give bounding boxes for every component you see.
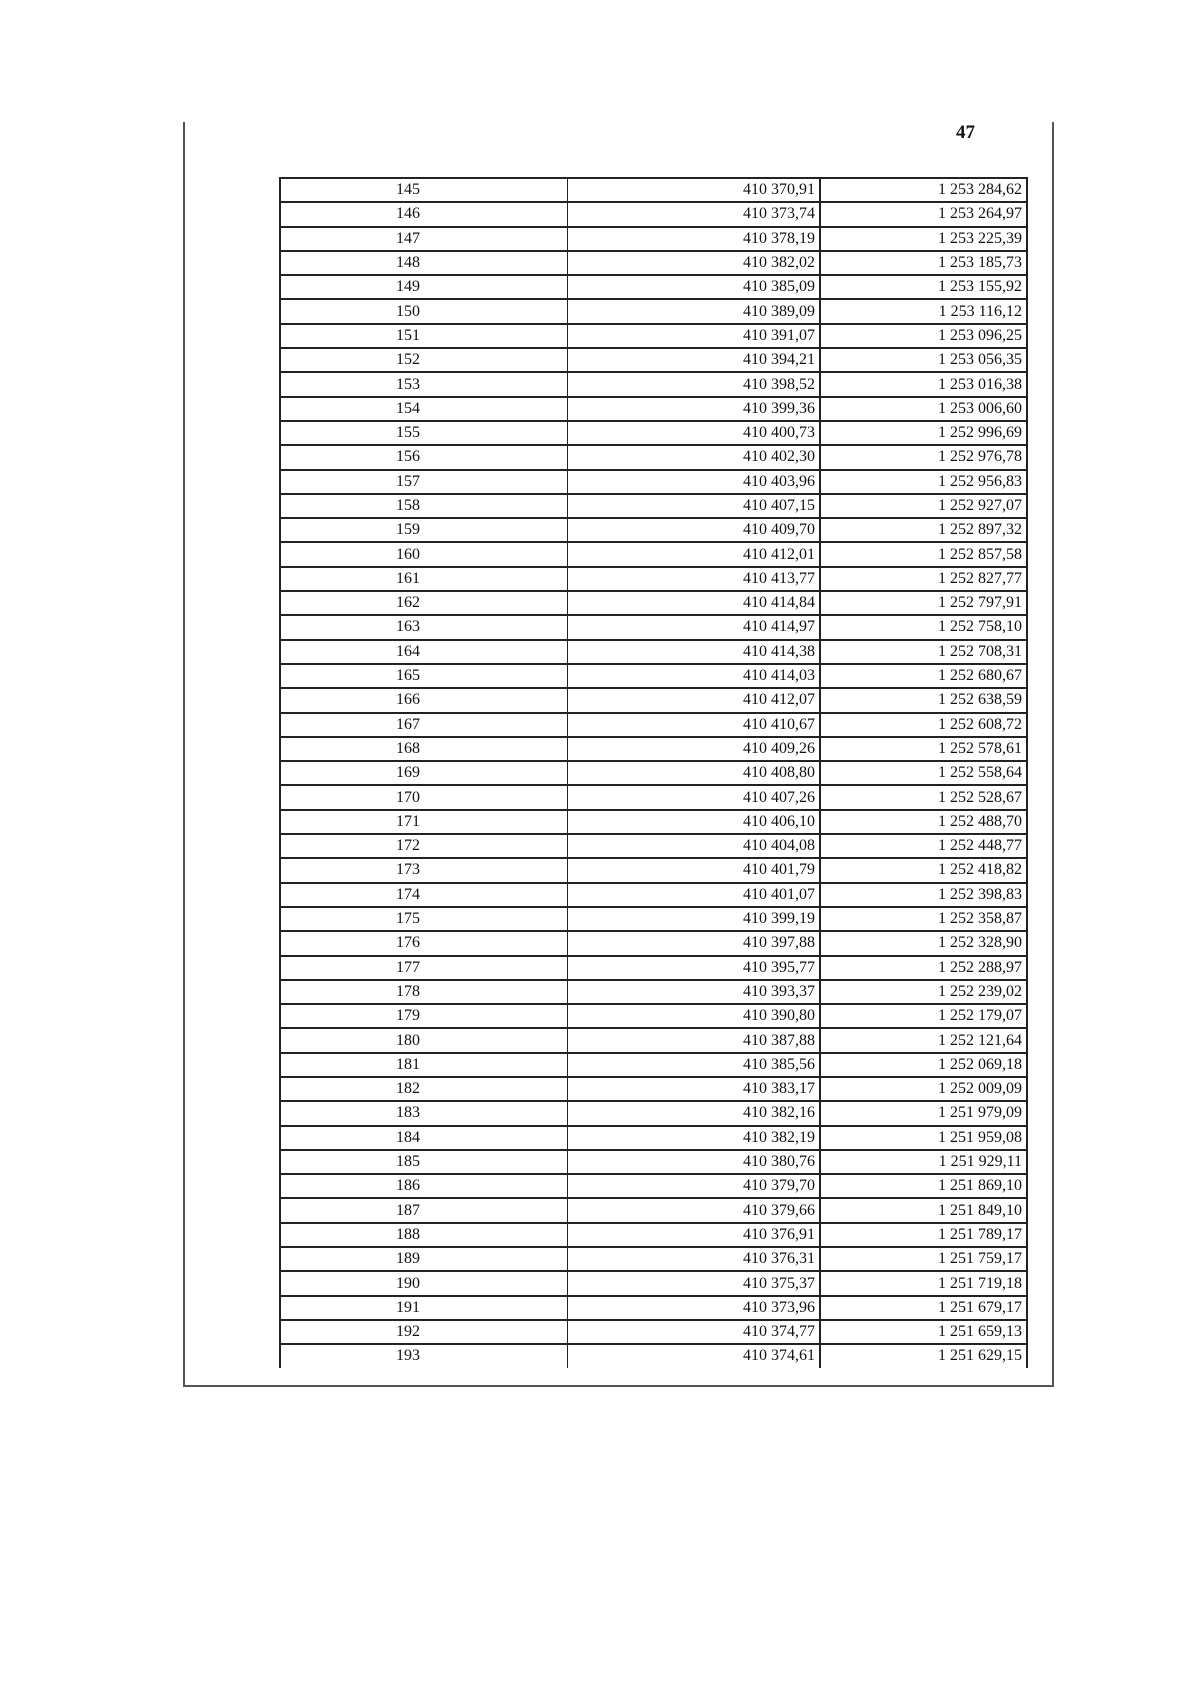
x-coordinate-cell: 410 373,74 [568,202,821,226]
y-coordinate-cell: 1 252 328,90 [820,931,1027,955]
table-row [280,421,1027,445]
table-row [280,299,1027,323]
point-number-cell: 188 [280,1223,568,1247]
point-number-cell: 190 [280,1271,568,1295]
y-coordinate-cell: 1 252 488,70 [820,810,1027,834]
y-coordinate-cell: 1 253 155,92 [820,275,1027,299]
x-coordinate-cell: 410 376,91 [568,1223,821,1247]
table-row [280,178,1027,202]
y-coordinate-cell: 1 253 284,62 [820,178,1027,202]
point-number-cell: 150 [280,299,568,323]
table-row [280,1126,1027,1150]
x-coordinate-cell: 410 382,19 [568,1126,821,1150]
table-row [280,445,1027,469]
table-row [280,372,1027,396]
y-coordinate-cell: 1 252 358,87 [820,907,1027,931]
x-coordinate-cell: 410 379,66 [568,1198,821,1222]
y-coordinate-cell: 1 251 679,17 [820,1296,1027,1320]
point-number-cell: 181 [280,1053,568,1077]
x-coordinate-cell: 410 374,77 [568,1320,821,1344]
table-row [280,1247,1027,1271]
y-coordinate-cell: 1 252 288,97 [820,956,1027,980]
x-coordinate-cell: 410 380,76 [568,1150,821,1174]
table-row [280,883,1027,907]
table-row [280,615,1027,639]
y-coordinate-cell: 1 251 789,17 [820,1223,1027,1247]
y-coordinate-cell: 1 251 759,17 [820,1247,1027,1271]
table-row [280,1101,1027,1125]
y-coordinate-cell: 1 251 849,10 [820,1198,1027,1222]
point-number-cell: 148 [280,251,568,275]
y-coordinate-cell: 1 252 578,61 [820,737,1027,761]
table-row [280,858,1027,882]
point-number-cell: 175 [280,907,568,931]
table-row [280,1344,1027,1367]
y-coordinate-cell: 1 253 185,73 [820,251,1027,275]
point-number-cell: 149 [280,275,568,299]
table-row [280,591,1027,615]
y-coordinate-cell: 1 252 069,18 [820,1053,1027,1077]
y-coordinate-cell: 1 252 608,72 [820,713,1027,737]
y-coordinate-cell: 1 252 448,77 [820,834,1027,858]
table-row [280,834,1027,858]
point-number-cell: 167 [280,713,568,737]
table-row [280,518,1027,542]
point-number-cell: 145 [280,178,568,202]
point-number-cell: 153 [280,372,568,396]
x-coordinate-cell: 410 402,30 [568,445,821,469]
table-row [280,1004,1027,1028]
point-number-cell: 157 [280,470,568,494]
point-number-cell: 193 [280,1344,568,1367]
x-coordinate-cell: 410 397,88 [568,931,821,955]
x-coordinate-cell: 410 370,91 [568,178,821,202]
table-row [280,980,1027,1004]
point-number-cell: 152 [280,348,568,372]
table-row [280,567,1027,591]
point-number-cell: 147 [280,227,568,251]
x-coordinate-cell: 410 414,03 [568,664,821,688]
point-number-cell: 161 [280,567,568,591]
x-coordinate-cell: 410 379,70 [568,1174,821,1198]
table-row [280,397,1027,421]
y-coordinate-cell: 1 253 264,97 [820,202,1027,226]
point-number-cell: 191 [280,1296,568,1320]
coordinates-table-body [280,178,1027,1368]
x-coordinate-cell: 410 409,70 [568,518,821,542]
x-coordinate-cell: 410 383,17 [568,1077,821,1101]
x-coordinate-cell: 410 382,02 [568,251,821,275]
x-coordinate-cell: 410 404,08 [568,834,821,858]
point-number-cell: 154 [280,397,568,421]
point-number-cell: 184 [280,1126,568,1150]
table-row [280,1028,1027,1052]
y-coordinate-cell: 1 251 659,13 [820,1320,1027,1344]
point-number-cell: 165 [280,664,568,688]
x-coordinate-cell: 410 401,07 [568,883,821,907]
y-coordinate-cell: 1 252 827,77 [820,567,1027,591]
table-row [280,1174,1027,1198]
table-row [280,275,1027,299]
x-coordinate-cell: 410 374,61 [568,1344,821,1367]
x-coordinate-cell: 410 412,01 [568,542,821,566]
y-coordinate-cell: 1 251 929,11 [820,1150,1027,1174]
table-row [280,907,1027,931]
x-coordinate-cell: 410 389,09 [568,299,821,323]
point-number-cell: 151 [280,324,568,348]
y-coordinate-cell: 1 252 558,64 [820,761,1027,785]
table-row [280,1077,1027,1101]
point-number-cell: 159 [280,518,568,542]
y-coordinate-cell: 1 252 418,82 [820,858,1027,882]
y-coordinate-cell: 1 252 857,58 [820,542,1027,566]
x-coordinate-cell: 410 394,21 [568,348,821,372]
table-row [280,542,1027,566]
y-coordinate-cell: 1 251 629,15 [820,1344,1027,1367]
x-coordinate-cell: 410 400,73 [568,421,821,445]
table-row [280,1053,1027,1077]
table-row [280,956,1027,980]
x-coordinate-cell: 410 414,84 [568,591,821,615]
x-coordinate-cell: 410 409,26 [568,737,821,761]
x-coordinate-cell: 410 385,56 [568,1053,821,1077]
point-number-cell: 158 [280,494,568,518]
y-coordinate-cell: 1 252 680,67 [820,664,1027,688]
x-coordinate-cell: 410 395,77 [568,956,821,980]
x-coordinate-cell: 410 376,31 [568,1247,821,1271]
table-row [280,810,1027,834]
x-coordinate-cell: 410 399,19 [568,907,821,931]
y-coordinate-cell: 1 251 979,09 [820,1101,1027,1125]
point-number-cell: 170 [280,785,568,809]
point-number-cell: 162 [280,591,568,615]
table-row [280,251,1027,275]
y-coordinate-cell: 1 252 009,09 [820,1077,1027,1101]
y-coordinate-cell: 1 253 006,60 [820,397,1027,421]
x-coordinate-cell: 410 398,52 [568,372,821,396]
point-number-cell: 155 [280,421,568,445]
table-row [280,640,1027,664]
point-number-cell: 163 [280,615,568,639]
x-coordinate-cell: 410 410,67 [568,713,821,737]
point-number-cell: 164 [280,640,568,664]
x-coordinate-cell: 410 399,36 [568,397,821,421]
x-coordinate-cell: 410 408,80 [568,761,821,785]
table-row [280,1271,1027,1295]
x-coordinate-cell: 410 390,80 [568,1004,821,1028]
point-number-cell: 174 [280,883,568,907]
table-row [280,470,1027,494]
y-coordinate-cell: 1 252 956,83 [820,470,1027,494]
point-number-cell: 183 [280,1101,568,1125]
x-coordinate-cell: 410 382,16 [568,1101,821,1125]
point-number-cell: 171 [280,810,568,834]
table-row [280,664,1027,688]
x-coordinate-cell: 410 391,07 [568,324,821,348]
table-row [280,1320,1027,1344]
y-coordinate-cell: 1 251 959,08 [820,1126,1027,1150]
x-coordinate-cell: 410 414,97 [568,615,821,639]
y-coordinate-cell: 1 252 797,91 [820,591,1027,615]
y-coordinate-cell: 1 252 179,07 [820,1004,1027,1028]
table-row [280,785,1027,809]
y-coordinate-cell: 1 253 096,25 [820,324,1027,348]
point-number-cell: 178 [280,980,568,1004]
table-row [280,1198,1027,1222]
point-number-cell: 173 [280,858,568,882]
y-coordinate-cell: 1 252 239,02 [820,980,1027,1004]
point-number-cell: 179 [280,1004,568,1028]
point-number-cell: 176 [280,931,568,955]
table-row [280,324,1027,348]
y-coordinate-cell: 1 252 398,83 [820,883,1027,907]
x-coordinate-cell: 410 401,79 [568,858,821,882]
point-number-cell: 189 [280,1247,568,1271]
y-coordinate-cell: 1 252 996,69 [820,421,1027,445]
y-coordinate-cell: 1 252 897,32 [820,518,1027,542]
x-coordinate-cell: 410 393,37 [568,980,821,1004]
table-row [280,931,1027,955]
x-coordinate-cell: 410 385,09 [568,275,821,299]
x-coordinate-cell: 410 407,26 [568,785,821,809]
table-row [280,227,1027,251]
table-row [280,202,1027,226]
x-coordinate-cell: 410 414,38 [568,640,821,664]
table-row [280,1296,1027,1320]
point-number-cell: 166 [280,688,568,712]
x-coordinate-cell: 410 387,88 [568,1028,821,1052]
y-coordinate-cell: 1 253 116,12 [820,299,1027,323]
point-number-cell: 169 [280,761,568,785]
point-number-cell: 180 [280,1028,568,1052]
y-coordinate-cell: 1 252 528,67 [820,785,1027,809]
point-number-cell: 156 [280,445,568,469]
y-coordinate-cell: 1 252 758,10 [820,615,1027,639]
y-coordinate-cell: 1 251 869,10 [820,1174,1027,1198]
x-coordinate-cell: 410 403,96 [568,470,821,494]
x-coordinate-cell: 410 413,77 [568,567,821,591]
table-row [280,494,1027,518]
table-row [280,688,1027,712]
table-row [280,737,1027,761]
table-row [280,713,1027,737]
x-coordinate-cell: 410 373,96 [568,1296,821,1320]
table-row [280,1223,1027,1247]
point-number-cell: 185 [280,1150,568,1174]
point-number-cell: 187 [280,1198,568,1222]
point-number-cell: 182 [280,1077,568,1101]
y-coordinate-cell: 1 252 708,31 [820,640,1027,664]
x-coordinate-cell: 410 406,10 [568,810,821,834]
point-number-cell: 192 [280,1320,568,1344]
page-number: 47 [956,122,975,143]
y-coordinate-cell: 1 253 016,38 [820,372,1027,396]
point-number-cell: 186 [280,1174,568,1198]
x-coordinate-cell: 410 412,07 [568,688,821,712]
table-row [280,348,1027,372]
point-number-cell: 160 [280,542,568,566]
x-coordinate-cell: 410 407,15 [568,494,821,518]
table-row [280,1150,1027,1174]
y-coordinate-cell: 1 252 638,59 [820,688,1027,712]
coordinates-table [279,177,1028,1368]
point-number-cell: 172 [280,834,568,858]
y-coordinate-cell: 1 251 719,18 [820,1271,1027,1295]
y-coordinate-cell: 1 252 976,78 [820,445,1027,469]
point-number-cell: 177 [280,956,568,980]
y-coordinate-cell: 1 252 121,64 [820,1028,1027,1052]
y-coordinate-cell: 1 253 056,35 [820,348,1027,372]
x-coordinate-cell: 410 378,19 [568,227,821,251]
x-coordinate-cell: 410 375,37 [568,1271,821,1295]
y-coordinate-cell: 1 253 225,39 [820,227,1027,251]
point-number-cell: 168 [280,737,568,761]
point-number-cell: 146 [280,202,568,226]
table-row [280,761,1027,785]
y-coordinate-cell: 1 252 927,07 [820,494,1027,518]
